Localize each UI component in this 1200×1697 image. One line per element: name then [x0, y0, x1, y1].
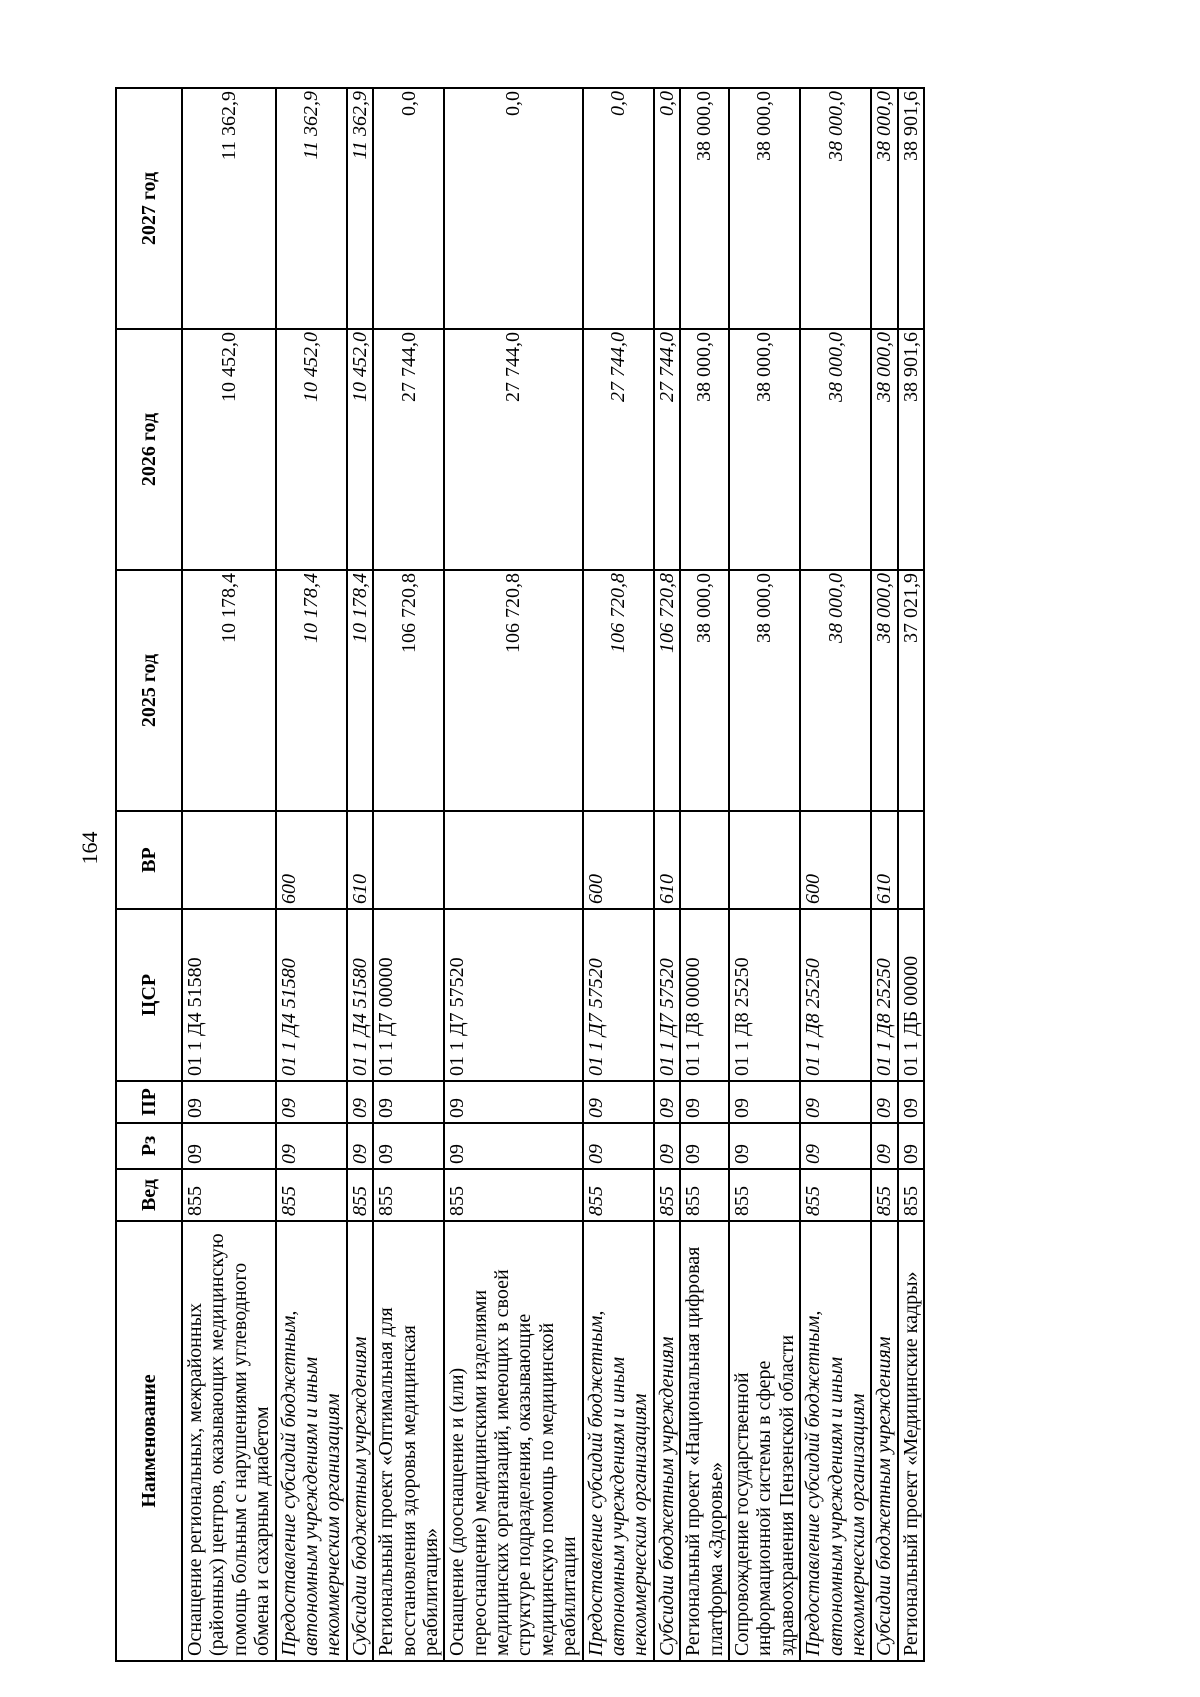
cell-2027: 11 362,9 — [347, 88, 373, 329]
cell-rz: 09 — [583, 1123, 654, 1169]
cell-name: Оснащение (дооснащение и (или) переоснащение) медицинскими изделиями медицинских организаций, имеющих в своей структуре подразделения, оказывающие медицинскую помощь по медицинской реабилитации — [444, 1221, 582, 1661]
table-row — [680, 88, 729, 1661]
cell-vr — [680, 811, 729, 909]
cell-ved: 855 — [347, 1169, 373, 1221]
cell-pr: 09 — [871, 1081, 897, 1123]
cell-rz: 09 — [800, 1123, 871, 1169]
table-row — [871, 88, 897, 1661]
cell-name: Региональный проект «Национальная цифровая платформа «Здоровье» — [680, 1221, 729, 1661]
cell-name: Субсидии бюджетным учреждениям — [347, 1221, 373, 1661]
cell-2027: 0,0 — [373, 88, 444, 329]
header-vr: ВР — [116, 811, 182, 909]
cell-pr: 09 — [729, 1081, 800, 1123]
cell-pr: 09 — [583, 1081, 654, 1123]
rotated-table-container — [115, 87, 975, 1662]
cell-vr: 600 — [276, 811, 347, 909]
cell-vr — [182, 811, 276, 909]
cell-rz: 09 — [373, 1123, 444, 1169]
cell-csr: 01 1 Д8 25250 — [871, 909, 897, 1081]
cell-name: Оснащение региональных, межрайонных (районных) центров, оказывающих медицинскую помощь больным с нарушениями углеводного обмена и сахарным диабетом — [182, 1221, 276, 1661]
cell-2025: 106 720,8 — [654, 570, 680, 811]
cell-ved: 855 — [871, 1169, 897, 1221]
cell-2026: 10 452,0 — [347, 329, 373, 570]
cell-csr: 01 1 Д7 57520 — [654, 909, 680, 1081]
cell-csr: 01 1 Д7 57520 — [444, 909, 582, 1081]
cell-2027: 38 000,0 — [871, 88, 897, 329]
cell-csr: 01 1 Д4 51580 — [347, 909, 373, 1081]
cell-2025: 38 000,0 — [800, 570, 871, 811]
cell-vr: 610 — [871, 811, 897, 909]
cell-rz: 09 — [347, 1123, 373, 1169]
table-row — [898, 88, 924, 1661]
cell-2025: 106 720,8 — [583, 570, 654, 811]
cell-2026: 10 452,0 — [182, 329, 276, 570]
cell-2025: 38 000,0 — [871, 570, 897, 811]
budget-table — [115, 87, 925, 1662]
cell-vr — [898, 811, 924, 909]
table-row — [800, 88, 871, 1661]
cell-2027: 0,0 — [654, 88, 680, 329]
cell-2025: 10 178,4 — [347, 570, 373, 811]
table-header-row — [116, 88, 182, 1661]
cell-ved: 855 — [729, 1169, 800, 1221]
page-number: 164 — [77, 831, 102, 865]
cell-ved: 855 — [182, 1169, 276, 1221]
cell-pr: 09 — [276, 1081, 347, 1123]
table-row — [583, 88, 654, 1661]
cell-vr: 600 — [800, 811, 871, 909]
cell-2027: 38 000,0 — [680, 88, 729, 329]
header-ved: Вед — [116, 1169, 182, 1221]
cell-csr: 01 1 Д4 51580 — [276, 909, 347, 1081]
cell-csr: 01 1 Д8 00000 — [680, 909, 729, 1081]
cell-rz: 09 — [182, 1123, 276, 1169]
cell-vr: 610 — [347, 811, 373, 909]
cell-pr: 09 — [898, 1081, 924, 1123]
header-2026: 2026 год — [116, 329, 182, 570]
cell-2027: 0,0 — [444, 88, 582, 329]
cell-rz: 09 — [276, 1123, 347, 1169]
cell-ved: 855 — [583, 1169, 654, 1221]
header-2025: 2025 год — [116, 570, 182, 811]
cell-csr: 01 1 Д7 00000 — [373, 909, 444, 1081]
cell-ved: 855 — [800, 1169, 871, 1221]
table-row — [654, 88, 680, 1661]
header-name: Наименование — [116, 1221, 182, 1661]
header-2027: 2027 год — [116, 88, 182, 329]
cell-vr — [373, 811, 444, 909]
cell-name: Субсидии бюджетным учреждениям — [871, 1221, 897, 1661]
cell-2027: 38 901,6 — [898, 88, 924, 329]
cell-name: Субсидии бюджетным учреждениям — [654, 1221, 680, 1661]
cell-2026: 27 744,0 — [444, 329, 582, 570]
cell-pr: 09 — [800, 1081, 871, 1123]
cell-2026: 38 000,0 — [800, 329, 871, 570]
cell-csr: 01 1 ДБ 00000 — [898, 909, 924, 1081]
cell-vr — [444, 811, 582, 909]
cell-ved: 855 — [654, 1169, 680, 1221]
cell-2026: 38 901,6 — [898, 329, 924, 570]
cell-rz: 09 — [654, 1123, 680, 1169]
cell-2027: 11 362,9 — [276, 88, 347, 329]
cell-2027: 38 000,0 — [729, 88, 800, 329]
cell-rz: 09 — [871, 1123, 897, 1169]
cell-2026: 38 000,0 — [680, 329, 729, 570]
cell-2026: 27 744,0 — [583, 329, 654, 570]
cell-2026: 38 000,0 — [871, 329, 897, 570]
header-pr: ПР — [116, 1081, 182, 1123]
cell-pr: 09 — [347, 1081, 373, 1123]
table-row — [347, 88, 373, 1661]
cell-2025: 10 178,4 — [182, 570, 276, 811]
cell-vr: 610 — [654, 811, 680, 909]
cell-name: Сопровождение государственной информационной системы в сфере здравоохранения Пензенской области — [729, 1221, 800, 1661]
cell-pr: 09 — [444, 1081, 582, 1123]
table-row — [182, 88, 276, 1661]
cell-ved: 855 — [444, 1169, 582, 1221]
cell-name: Предоставление субсидий бюджетным, автономным учреждениям и иным некоммерческим организациям — [800, 1221, 871, 1661]
cell-ved: 855 — [898, 1169, 924, 1221]
cell-vr: 600 — [583, 811, 654, 909]
cell-pr: 09 — [654, 1081, 680, 1123]
cell-name: Предоставление субсидий бюджетным, автономным учреждениям и иным некоммерческим организациям — [583, 1221, 654, 1661]
header-csr: ЦСР — [116, 909, 182, 1081]
cell-2025: 106 720,8 — [444, 570, 582, 811]
cell-ved: 855 — [373, 1169, 444, 1221]
cell-pr: 09 — [680, 1081, 729, 1123]
cell-rz: 09 — [729, 1123, 800, 1169]
cell-csr: 01 1 Д8 25250 — [800, 909, 871, 1081]
cell-2025: 106 720,8 — [373, 570, 444, 811]
cell-2026: 27 744,0 — [373, 329, 444, 570]
cell-rz: 09 — [444, 1123, 582, 1169]
cell-csr: 01 1 Д8 25250 — [729, 909, 800, 1081]
cell-2027: 0,0 — [583, 88, 654, 329]
cell-2025: 37 021,9 — [898, 570, 924, 811]
table-row — [729, 88, 800, 1661]
table-row — [276, 88, 347, 1661]
cell-2027: 11 362,9 — [182, 88, 276, 329]
cell-2026: 38 000,0 — [729, 329, 800, 570]
cell-csr: 01 1 Д7 57520 — [583, 909, 654, 1081]
header-rz: Рз — [116, 1123, 182, 1169]
cell-pr: 09 — [182, 1081, 276, 1123]
cell-2025: 38 000,0 — [680, 570, 729, 811]
cell-2025: 10 178,4 — [276, 570, 347, 811]
cell-rz: 09 — [680, 1123, 729, 1169]
cell-pr: 09 — [373, 1081, 444, 1123]
cell-rz: 09 — [898, 1123, 924, 1169]
cell-name: Региональный проект «Медицинские кадры» — [898, 1221, 924, 1661]
cell-ved: 855 — [276, 1169, 347, 1221]
cell-2025: 38 000,0 — [729, 570, 800, 811]
cell-2026: 27 744,0 — [654, 329, 680, 570]
cell-csr: 01 1 Д4 51580 — [182, 909, 276, 1081]
table-row — [444, 88, 582, 1661]
table-body — [182, 88, 924, 1661]
cell-2027: 38 000,0 — [800, 88, 871, 329]
cell-name: Предоставление субсидий бюджетным, автономным учреждениям и иным некоммерческим организациям — [276, 1221, 347, 1661]
cell-name: Региональный проект «Оптимальная для восстановления здоровья медицинская реабилитация» — [373, 1221, 444, 1661]
rotated-table-inner — [115, 87, 975, 1662]
cell-vr — [729, 811, 800, 909]
table-row — [373, 88, 444, 1661]
cell-ved: 855 — [680, 1169, 729, 1221]
cell-2026: 10 452,0 — [276, 329, 347, 570]
